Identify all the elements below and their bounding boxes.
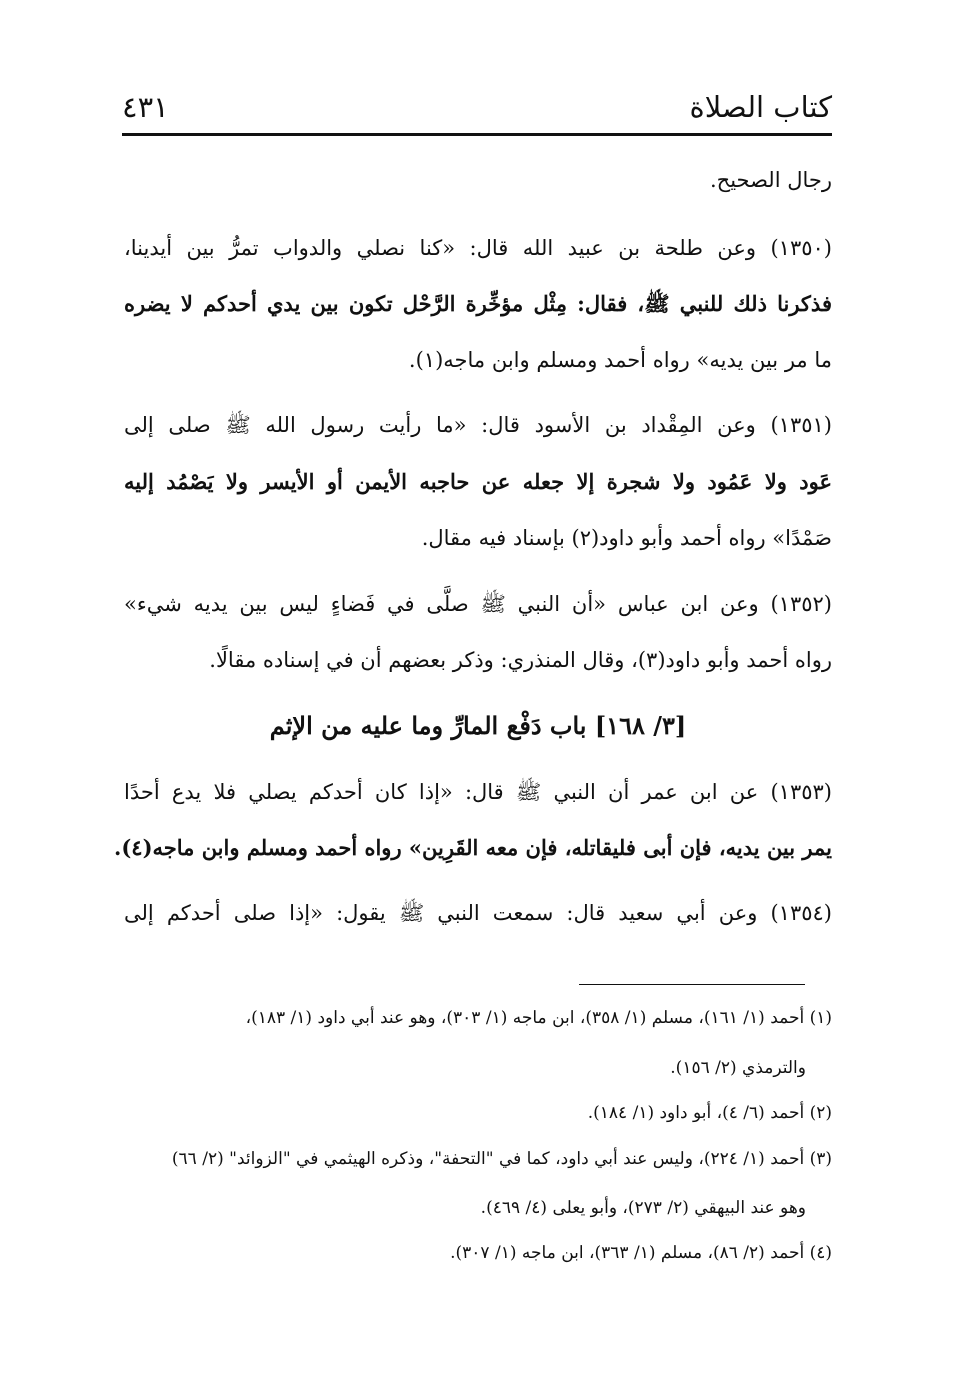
hadith-1352-line: (١٣٥٢) وعن ابن عباس «أن النبي ﷺ صلَّى في فَضاءٍ ليس بين يديه شيء» bbox=[124, 592, 832, 616]
footnote-line: والترمذي (٢/ ١٥٦). bbox=[670, 1058, 806, 1078]
footnote-line: (٣) أحمد (١/ ٢٢٤)، وليس عند أبي داود، كما في "التحفة"، وذكره الهيثمي في "الزوائد" (٢/ ٦٦) bbox=[171, 1149, 832, 1169]
chapter-heading: [٣/ ١٦٨] باب دَفْع المارِّ وما عليه من الإثم bbox=[269, 711, 687, 740]
footnote-line: وهو عند البيهقي (٢/ ٢٧٣)، وأبو يعلى (٤/ ٤٦٩). bbox=[480, 1198, 806, 1218]
footnote-line: (٢) أحمد (٦/ ٤)، أبو داود (١/ ١٨٤). bbox=[587, 1103, 832, 1123]
hadith-1351-line: (١٣٥١) وعن المِقْداد بن الأسود قال: «ما رأيت رسول الله ﷺ صلى إلى bbox=[124, 413, 832, 437]
hadith-1350-line: فذكرنا ذلك للنبي ﷺ، فقال: مِثْل مؤخِّرة الرَّحْل تكون بين يدي أحدكم لا يضره bbox=[124, 291, 832, 316]
hadith-1350-line: ما مر بين يديه» رواه أحمد ومسلم وابن ماجه(١). bbox=[408, 348, 832, 372]
hadith-1354-line: (١٣٥٤) وعن أبي سعيد قال: سمعت النبي ﷺ يقول: «إذا صلى أحدكم إلى bbox=[124, 901, 832, 925]
page-number: ٤٣١ bbox=[122, 90, 169, 124]
hadith-1351-line: صَمْدًا» رواه أحمد وأبو داود(٢) بإسناد فيه مقال. bbox=[421, 526, 832, 550]
page-header bbox=[122, 84, 832, 130]
hadith-1353-line: (١٣٥٣) عن ابن عمر أن النبي ﷺ قال: «إذا كان أحدكم يصلي فلا يدع أحدًا bbox=[124, 780, 832, 804]
hadith-1353-line: يمر بين يديه، فإن أبى فليقاتله، فإن معه القَرِين» رواه أحمد ومسلم وابن ماجه(٤). bbox=[114, 835, 832, 860]
header-rule bbox=[122, 133, 832, 136]
footnote-line: (٤) أحمد (٢/ ٨٦)، مسلم (١/ ٣٦٣)، ابن ماجه (١/ ٣٠٧). bbox=[450, 1243, 832, 1263]
running-title: كتاب الصلاة bbox=[689, 90, 832, 124]
hadith-1352-line: رواه أحمد وأبو داود(٣)، وقال المنذري: وذكر بعضهم أن في إسناده مقالًا. bbox=[209, 648, 832, 672]
footnote-line: (١) أحمد (١/ ١٦١)، مسلم (١/ ٣٥٨)، ابن ماجه (١/ ٣٠٣)، وهو عند أبي داود (١/ ١٨٣)، bbox=[245, 1008, 832, 1028]
footnote-separator bbox=[579, 984, 805, 985]
hadith-1351-line: عَود ولا عَمُود ولا شجرة إلا جعله عن حاجبه الأيمن أو الأيسر ولا يَصْمُد إليه bbox=[124, 469, 832, 494]
hadith-1350-line: (١٣٥٠) وعن طلحة بن عبيد الله قال: «كنا نصلي والدواب تمرُّ بين أيدينا، bbox=[124, 236, 832, 260]
text-line: رجال الصحيح. bbox=[709, 168, 832, 192]
